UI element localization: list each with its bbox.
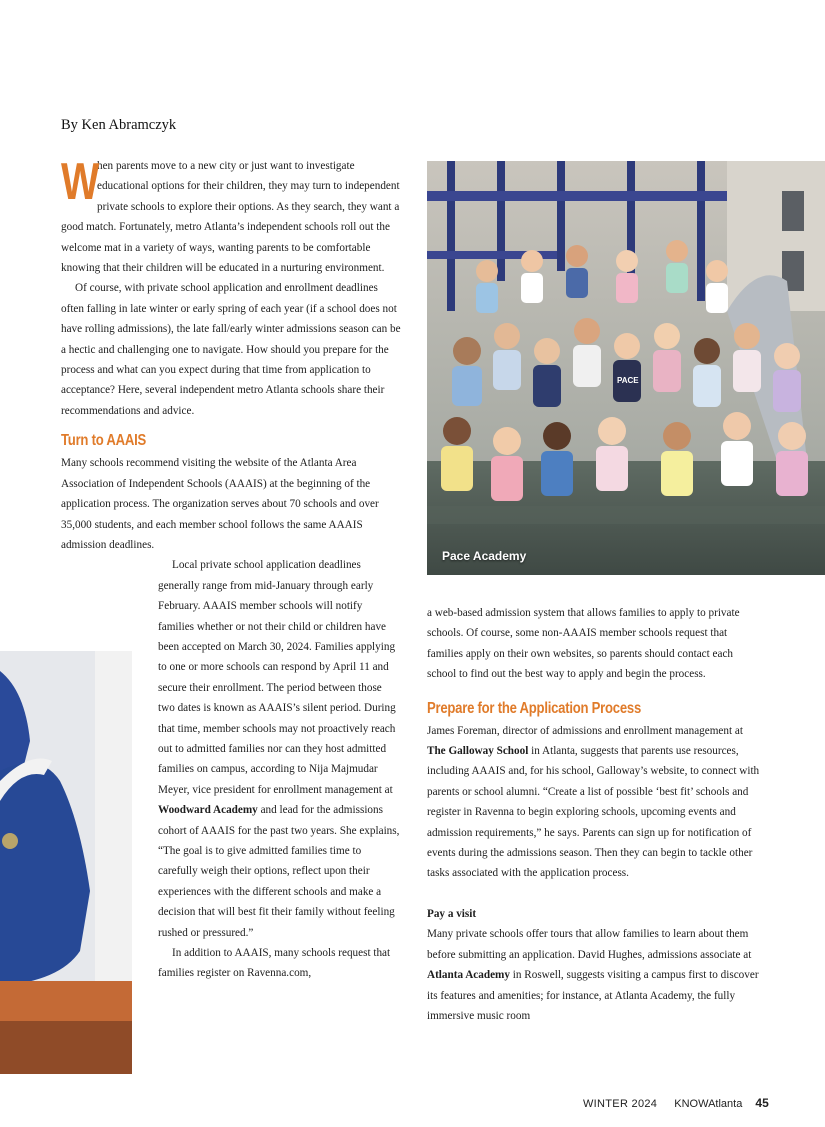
pace-academy-photo: [427, 161, 825, 575]
intro-paragraph: [61, 153, 401, 278]
visit-text-a: Many private schools offer tours that allow families to learn about them before submitting an application. David Hughes, admissions associate at: [427, 928, 752, 961]
aaais-paragraph-1: Many schools recommend visiting the website of the Atlanta Area Association of Independent Schools (AAAIS) at the beginning of the application process. The organization serves about 70 schools and over 35,000 students, and each member school follows the same AAAIS admission deadlines.: [61, 457, 379, 551]
footer-season: WINTER 2024: [583, 1098, 658, 1110]
visit-text-b: in Roswell, suggests visiting a campus first to discover its features and amenities; for instance, at Atlanta Academy, the fully immersive music room: [427, 969, 759, 1022]
section-heading-prepare: Prepare for the Application Process: [427, 699, 642, 717]
aaais-paragraph-3: In addition to AAAIS, many schools request that families register on Ravenna.com,: [158, 947, 391, 980]
aaais-text-a: Local private school application deadlines generally range from mid-January through early February. AAAIS member schools will notify families whether or not their child or children have been accepted on March 30, 2024. Families applying to one or more schools can respond by April 11 and secure their enrollment. The period between those two dates is known as AAAIS’s silent period. During that time, member schools may not proactively reach out to admitted families nor can they host admitted families on campus, according to Nija Majmudar Meyer, vice president for enrollment management at: [158, 559, 396, 796]
group-photo-illustration: [427, 161, 825, 575]
school-name-woodward: Woodward Academy: [158, 804, 258, 817]
student-illustration: [0, 651, 132, 1074]
ravenna-paragraph: a web-based admission system that allows families to apply to private schools. Of course, some non-AAAIS member schools request that families apply on their own websites, so parents should contact each school to find out the best way to apply and begin the process.: [427, 607, 740, 681]
subheading-pay-visit: Pay a visit: [427, 907, 477, 920]
intro-paragraph-2: Of course, with private school application and enrollment deadlines often falling in late winter or early spring of each year (if a school does not have rolling admissions), the late fall/early winter admissions season can be a hectic and challenging one to navigate. How should you prepare for the process and what can you expect during that time from application to acceptance? Here, several independent metro Atlanta schools share their recommendations and advice.: [61, 282, 401, 417]
intro-text: hen parents move to a new city or just want to investigate educational options for their children, they may turn to independent private schools to explore their options. As they search, they want a good match. Fortunately, metro Atlanta’s independent schools roll out the welcome mat in a variety of ways, wanting parents to be comfortable knowing that their children will be educated in a nurturing environment.: [61, 160, 400, 275]
school-name-atlanta-academy: Atlanta Academy: [427, 969, 510, 982]
section-heading-aaais: Turn to AAAIS: [61, 432, 146, 450]
drop-cap: W: [61, 153, 100, 211]
page-number: 45: [755, 1096, 769, 1110]
visit-paragraph: [427, 924, 763, 1026]
photo-caption: Pace Academy: [442, 549, 527, 563]
page-footer: [583, 1096, 769, 1110]
prepare-paragraph: [427, 721, 763, 884]
footer-magazine: KNOWAtlanta: [674, 1098, 743, 1110]
school-name-galloway: The Galloway School: [427, 745, 529, 758]
byline: By Ken Abramczyk: [61, 117, 177, 133]
student-photo-left: [0, 651, 132, 1074]
article-column-right: [427, 603, 763, 1026]
prepare-text-b: in Atlanta, suggests that parents use resources, including AAAIS and, for his school, Galloway’s website, to connect with parents or school alumni. “Create a list of possible ‘best fit’ schools and register in Ravenna to begin exploring schools, upcoming events and admission requirements,” he says. Parents can sign up for notification of events during the admissions season. Then they can begin to tackle other tasks associated with the application process.: [427, 745, 760, 880]
aaais-text-b: and lead for the admissions cohort of AAAIS for the past two years. She explains, “The goal is to give admitted families time to carefully weigh their options, reflect upon their experiences with the different schools and make a decision that will best fit their family without feeling rushed or pressured.”: [158, 804, 400, 939]
prepare-text-a: James Foreman, director of admissions and enrollment management at: [427, 724, 743, 737]
shirt-text: PACE: [617, 376, 639, 385]
